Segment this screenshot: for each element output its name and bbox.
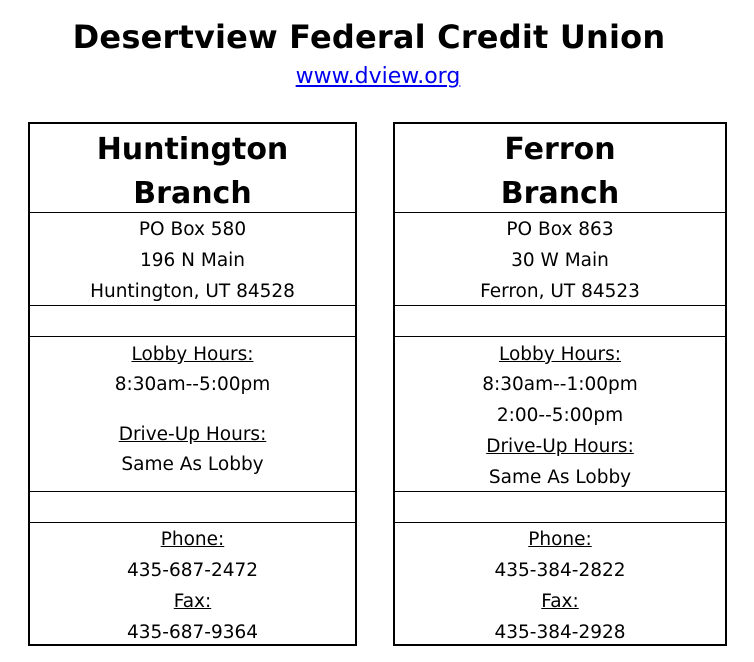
branch-name	[395, 128, 725, 216]
drive-up-hours-label: Drive-Up Hours:	[486, 436, 634, 457]
phone-number: 435-687-2472	[126, 560, 259, 581]
divider	[30, 305, 355, 306]
branch-name-line2: Branch	[500, 176, 620, 211]
divider	[395, 305, 725, 306]
address-line-3: Huntington, UT 84528	[90, 281, 295, 302]
address-line-2: 196 N Main	[139, 250, 246, 271]
branch-name-line1: Huntington	[96, 132, 289, 167]
lobby-hours-value: 8:30am--5:00pm	[114, 374, 271, 395]
address-line-2: 30 W Main	[511, 250, 609, 271]
lobby-hours-label: Lobby Hours:	[498, 344, 622, 365]
phone-number: 435-384-2822	[494, 560, 626, 581]
divider	[395, 491, 725, 492]
fax-label: Fax:	[541, 591, 579, 612]
fax-number: 435-687-9364	[126, 622, 259, 643]
lobby-hours-value-1: 8:30am--1:00pm	[482, 374, 638, 395]
phone-label: Phone:	[160, 529, 225, 550]
divider	[395, 522, 725, 523]
divider	[395, 336, 725, 337]
fax-label: Fax:	[173, 591, 212, 612]
branch-name	[30, 128, 355, 216]
branch-name-line2: Branch	[133, 176, 252, 211]
website-link[interactable]: www.dview.org	[295, 64, 461, 89]
divider	[30, 212, 355, 213]
address-line-3: Ferron, UT 84523	[480, 281, 640, 302]
drive-up-hours-value: Same As Lobby	[488, 467, 632, 488]
divider	[30, 336, 355, 337]
branch-card-ferron	[393, 122, 727, 646]
divider	[30, 522, 355, 523]
drive-up-hours-label: Drive-Up Hours:	[118, 424, 267, 445]
divider	[395, 212, 725, 213]
branch-card-huntington	[28, 122, 357, 646]
phone-label: Phone:	[528, 529, 592, 550]
drive-up-hours-value: Same As Lobby	[121, 454, 264, 475]
lobby-hours-label: Lobby Hours:	[131, 344, 254, 365]
lobby-hours-value-2: 2:00--5:00pm	[496, 405, 624, 426]
address-line-1: PO Box 580	[138, 219, 247, 240]
page-title: Desertview Federal Credit Union	[72, 18, 666, 56]
fax-number: 435-384-2928	[494, 622, 626, 643]
branch-name-line1: Ferron	[504, 132, 616, 167]
divider	[30, 491, 355, 492]
address-line-1: PO Box 863	[506, 219, 614, 240]
